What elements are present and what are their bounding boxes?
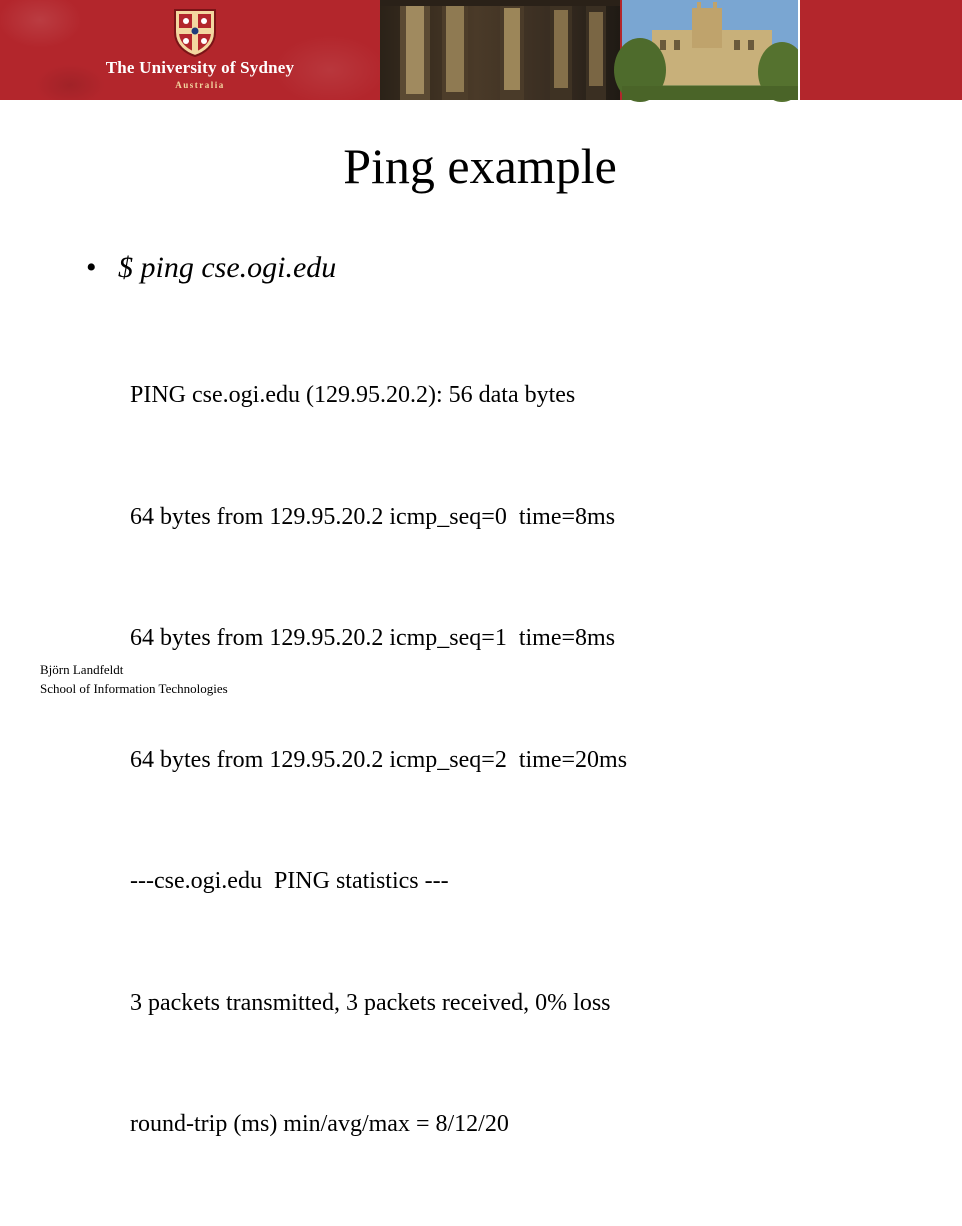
banner-right-panel — [798, 0, 962, 100]
output-line: 64 bytes from 129.95.20.2 icmp_seq=2 time=20ms — [130, 746, 628, 773]
output-line: 64 bytes from 129.95.20.2 icmp_seq=1 time=8ms — [130, 625, 616, 651]
bullet-point: • — [86, 251, 97, 284]
output-line: 3 packets transmitted, 3 packets received, 0% loss — [130, 989, 611, 1016]
output-line: ---cse.ogi.edu PING statistics --- — [130, 868, 449, 894]
stained-glass-window-image — [380, 0, 620, 100]
university-crest-icon — [172, 6, 218, 58]
ping-command: $ ping cse.ogi.edu — [118, 251, 337, 284]
footer-author: Björn Landfeldt — [40, 662, 124, 677]
output-line: 64 bytes from 129.95.20.2 icmp_seq=0 time=8ms — [130, 503, 616, 530]
slide-footer — [40, 660, 228, 698]
university-country: Australia — [175, 80, 225, 90]
header-banner — [0, 0, 960, 100]
output-line: PING cse.ogi.edu (129.95.20.2): 56 data bytes — [130, 382, 576, 408]
footer-school: School of Information Technologies — [40, 681, 228, 696]
slide-title: Ping example — [343, 138, 617, 194]
ping-output — [130, 294, 627, 1226]
output-line: round-trip (ms) min/avg/max = 8/12/20 — [130, 1111, 509, 1137]
university-name: The University of Sydney — [105, 58, 295, 77]
banner-logo-area — [0, 0, 380, 100]
campus-building-image — [622, 0, 798, 100]
